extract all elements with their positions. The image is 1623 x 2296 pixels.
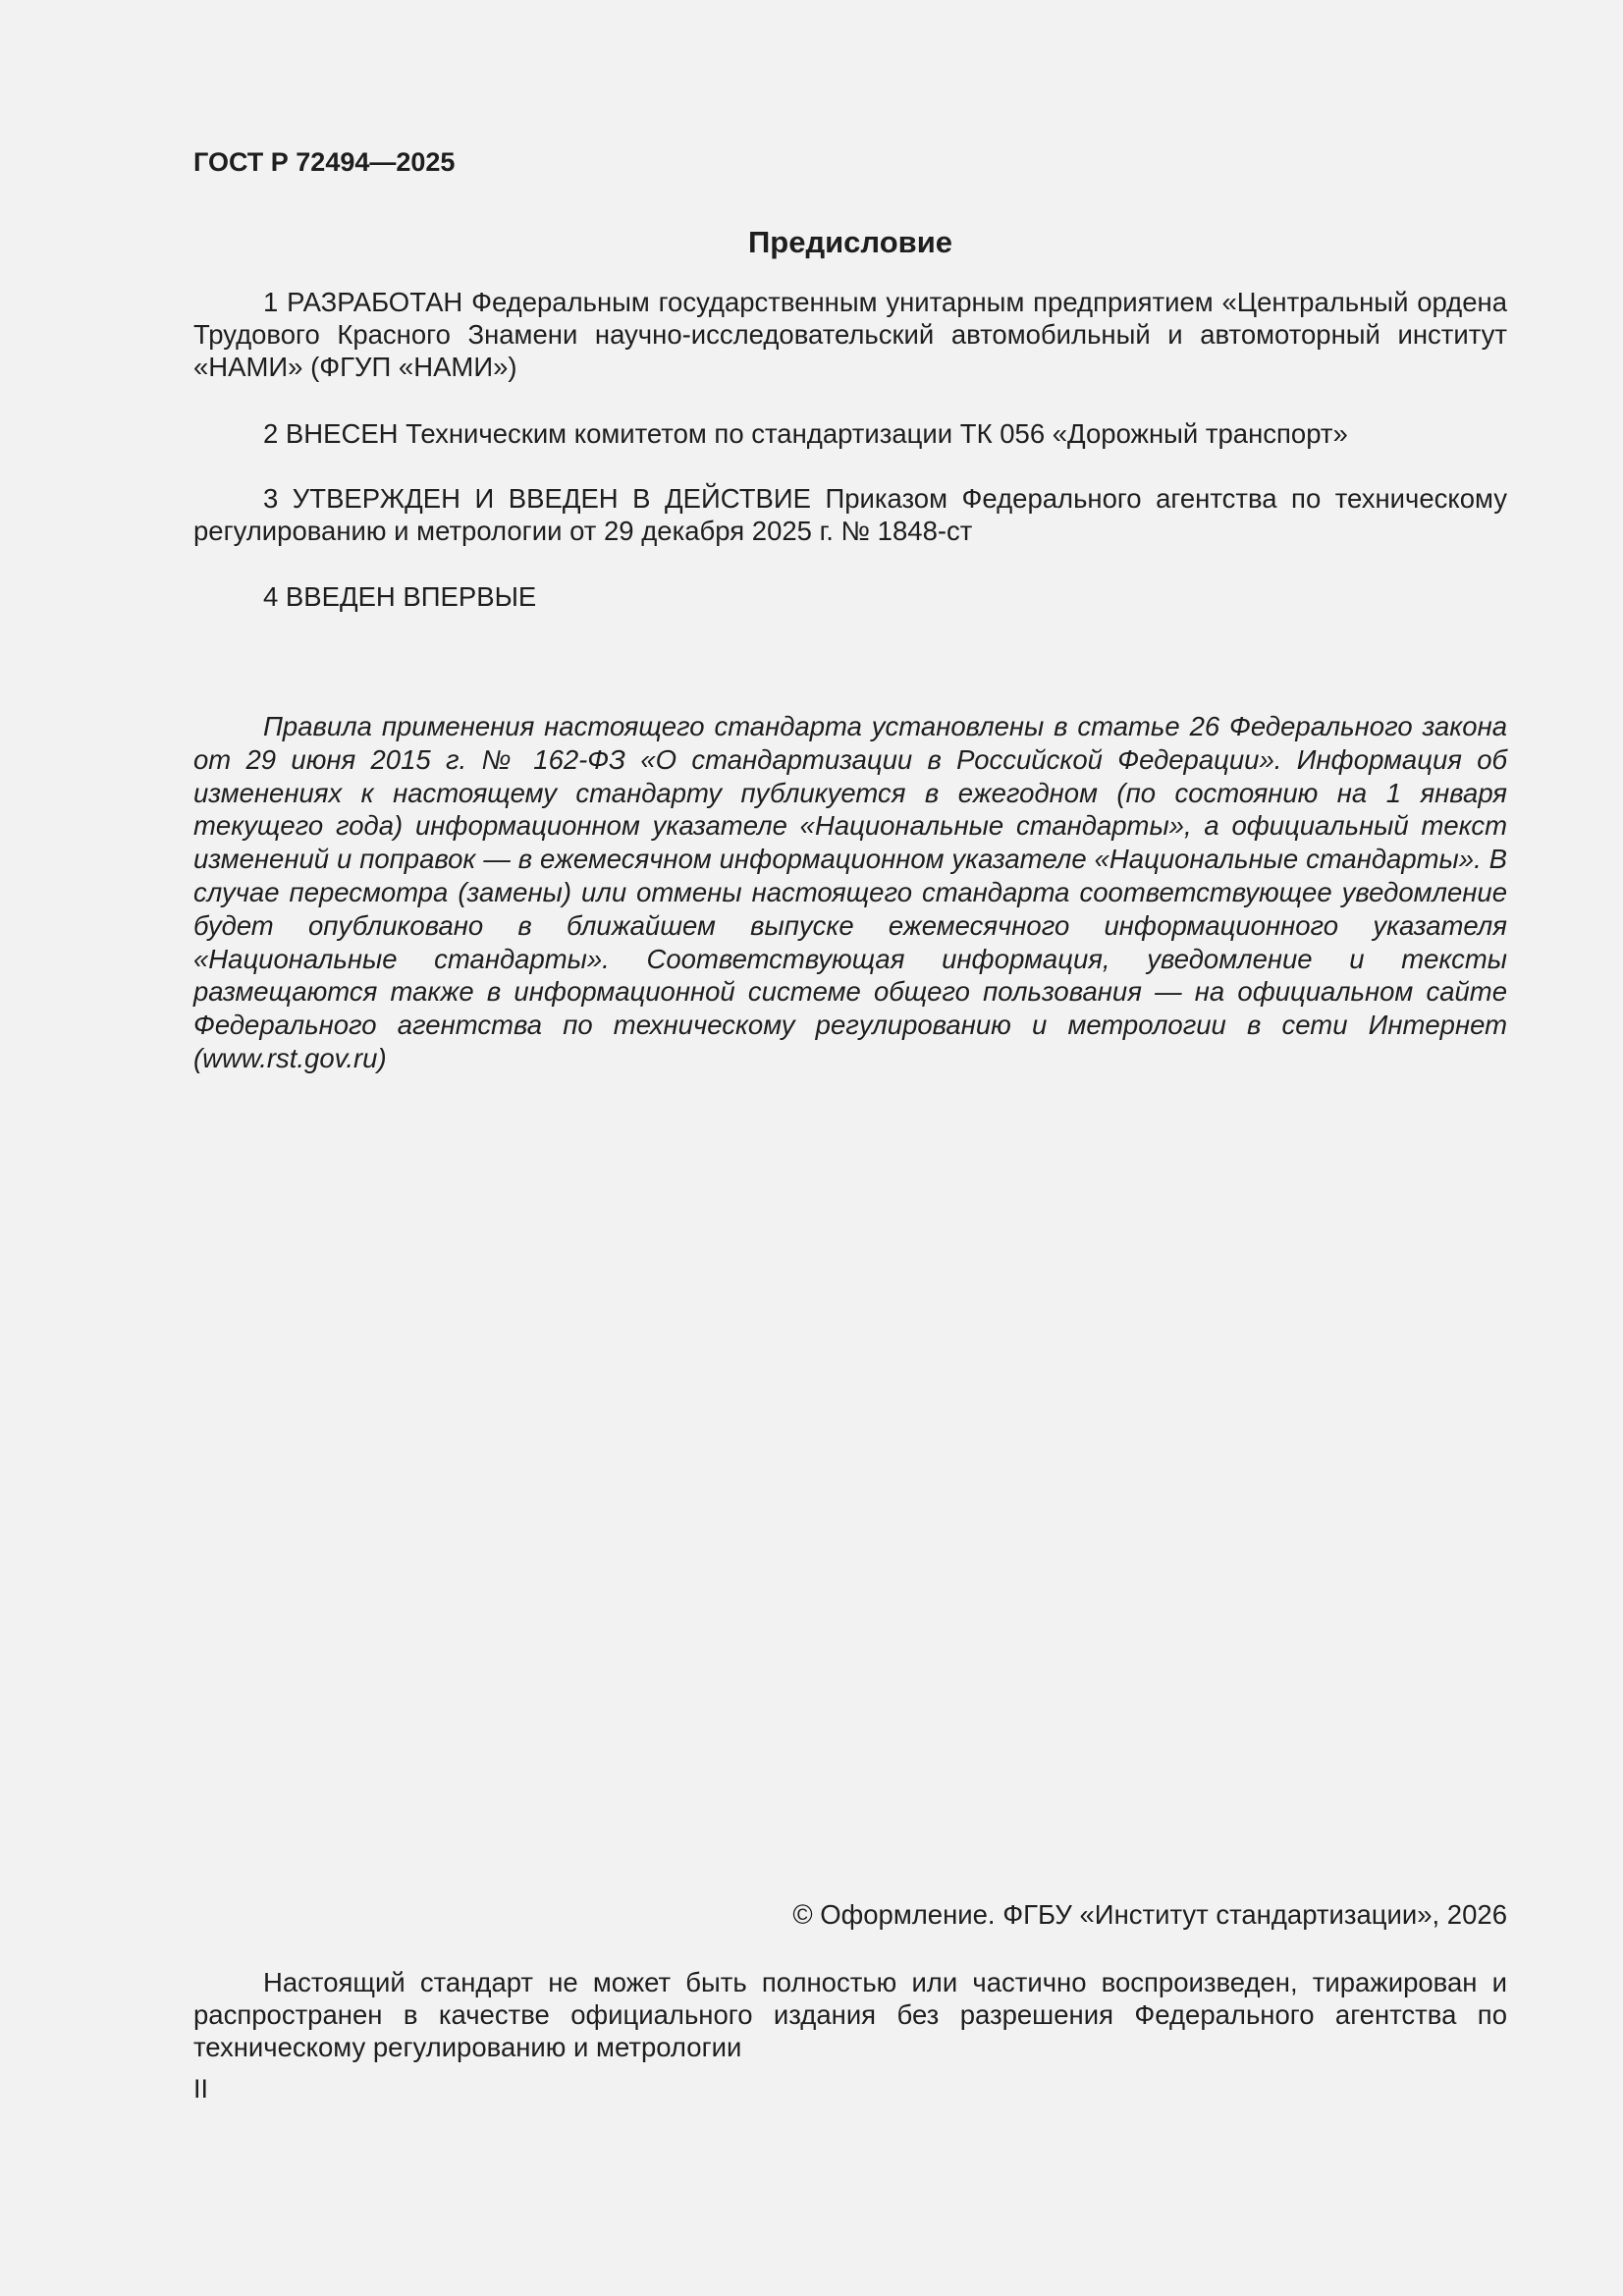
paragraph-application-rules: Правила применения настоящего стандарта установлены в статье 26 Федерального закона от 29 июня 2015 г. № 162-ФЗ «О стандартизации в Российской Федерации». Информация об изменениях к настоящему стандарту публикуется в ежегодном (по состоянию на 1 января текущего года) информационном указателе «Национальные стандарты», а официальный текст изменений и поправок — в ежемесячном информационном указателе «Национальные стандарты». В случае пересмотра (замены) или отмены настоящего стандарта соответствующее уведомление будет опубликовано в ближайшем выпуске ежемесячного информационного указателя «Национальные стандарты». Соответствующая информация, уведомление и тексты размещаются также в информационной системе общего пользования — на официальном сайте Федерального агентства по техническому регулированию и метрологии в сети Интернет (www.rst.gov.ru) <box>193 711 1507 1073</box>
paragraph-submitted-by: 2 ВНЕСЕН Техническим комитетом по стандартизации ТК 056 «Дорожный транспорт» <box>263 418 1348 449</box>
paragraph-developed-by: 1 РАЗРАБОТАН Федеральным государственным унитарным предприятием «Центральный ордена Трудового Красного Знамени научно-исследовательский автомобильный и автомоторный институт «НАМИ» (ФГУП «НАМИ») <box>193 287 1507 382</box>
page-title: Предисловие <box>747 225 952 259</box>
paragraph-introduced-first: 4 ВВЕДЕН ВПЕРВЫЕ <box>263 581 537 612</box>
reproduction-notice: Настоящий стандарт не может быть полностью или частично воспроизведен, тиражирован и распространен в качестве официального издания без разрешения Федерального агентства по техническому регулированию и метрологии <box>193 1967 1507 2062</box>
paragraph-approved: 3 УТВЕРЖДЕН И ВВЕДЕН В ДЕЙСТВИЕ Приказом Федерального агентства по техническому регулированию и метрологии от 29 декабря 2025 г. № 1848-ст <box>193 483 1507 546</box>
document-code: ГОСТ Р 72494—2025 <box>193 147 456 177</box>
page-number: II <box>193 2074 209 2104</box>
copyright-notice: © Оформление. ФГБУ «Институт стандартизации», 2026 <box>792 1899 1507 1930</box>
